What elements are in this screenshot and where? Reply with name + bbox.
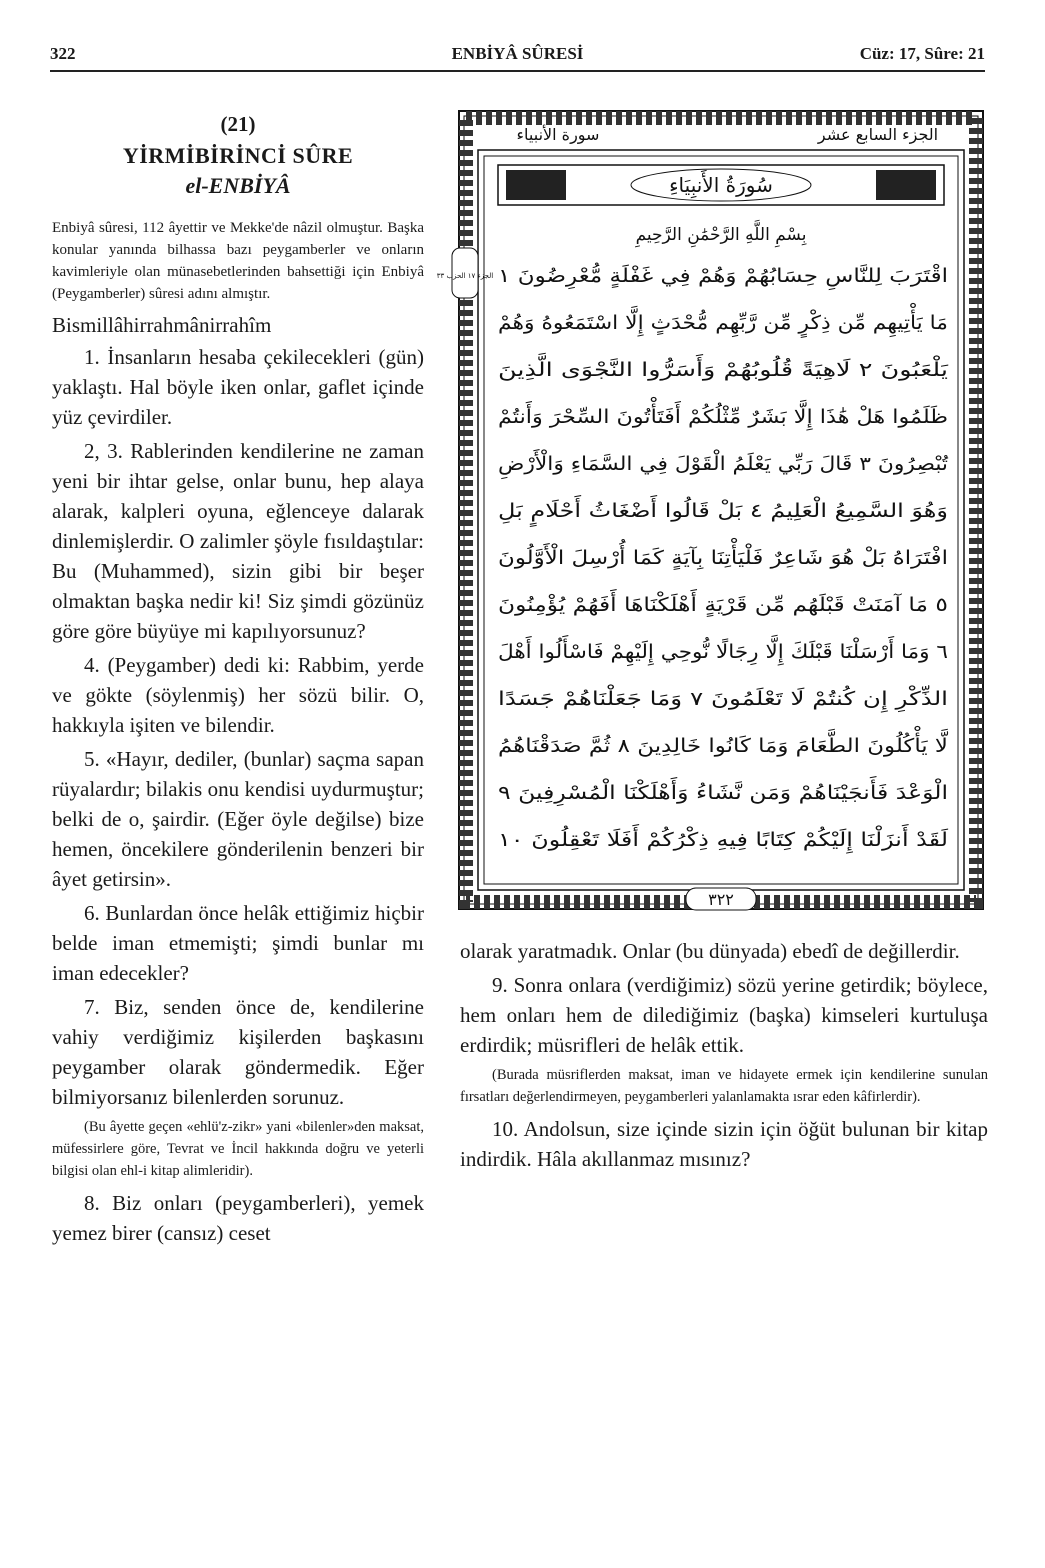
verse-8-end: olarak yaratmadık. Onlar (bu dünyada) ebedî de değillerdir. — [460, 939, 960, 963]
quran-line: تُبْصِرُونَ ٣ قَالَ رَبِّي يَعْلَمُ الْقَوْلَ فِي السَّمَاءِ وَالْأَرْضِ — [498, 453, 939, 475]
quran-line: الْوَعْدَ فَأَنجَيْنَاهُمْ وَمَن نَّشَاءُ وَأَهْلَكْنَا الْمُسْرِفِينَ ٩ — [498, 782, 864, 804]
verse-10: 10. Andolsun, size içinde sizin için öğüt bulunan bir kitap indirdik. Hâla akıllanmaz mısınız? — [460, 1117, 988, 1171]
note-verse-9: (Burada müsriflerden maksat, iman ve hidayete ermek için kendilerine sunulan fırsatları değerlendirmeyen, peygamberleri yalanlamakta ısrar eden kâfirlerdir). — [460, 1067, 988, 1105]
left-column — [52, 112, 424, 1248]
quran-line: مَا يَأْتِيهِم مِّن ذِكْرٍ مِّن رَّبِّهِم مُّحْدَثٍ إِلَّا اسْتَمَعُوهُ وَهُمْ — [498, 312, 891, 334]
quran-page-number: ٣٢٢ — [708, 890, 734, 909]
quran-margin-note: الجزء ١٧ الحزب ٣٣ — [436, 272, 494, 280]
quran-line: اقْتَرَبَ لِلنَّاسِ حِسَابُهُمْ وَهُمْ فِي غَفْلَةٍ مُّعْرِضُونَ ١ — [498, 265, 872, 287]
right-column — [460, 932, 988, 1174]
quran-line: لَّا يَأْكُلُونَ الطَّعَامَ وَمَا كَانُوا خَالِدِينَ ٨ ثُمَّ صَدَقْنَاهُمُ — [498, 735, 895, 757]
quran-line: ٦ وَمَا أَرْسَلْنَا قَبْلَكَ إِلَّا رِجَالًا نُّوحِي إِلَيْهِمْ فَاسْأَلُوا أَهْلَ — [498, 641, 947, 663]
quran-line: افْتَرَاهُ بَلْ هُوَ شَاعِرٌ فَلْيَأْتِنَا بِآيَةٍ كَمَا أُرْسِلَ الْأَوَّلُونَ — [498, 547, 871, 569]
cuz-sure-label: Cüz: 17, Sûre: 21 — [859, 44, 985, 63]
sura-number: (21) — [220, 112, 256, 136]
quran-line: لَقَدْ أَنزَلْنَا إِلَيْكُمْ كِتَابًا فِيهِ ذِكْرُكُمْ أَفَلَا تَعْقِلُونَ ١٠ — [498, 829, 862, 851]
quran-line: ظَلَمُوا هَلْ هَٰذَا إِلَّا بَشَرٌ مِّثْلُكُمْ أَفَتَأْتُونَ السِّحْرَ وَأَنتُمْ — [498, 406, 882, 428]
verse-5: 5. «Hayır, dediler, (bunlar) saçma sapan rüyalardır; bilakis onu kendisi uydurmuştur; belki de o, şairdir. (Eğer öyle değilse) bize hemen, öncekilere gönderilenin benzeri bir âyet getirsin». — [52, 747, 424, 891]
quran-line: وَهُوَ السَّمِيعُ الْعَلِيمُ ٤ بَلْ قَالُوا أَضْغَاثُ أَحْلَامٍ بَلِ — [498, 500, 910, 522]
quran-sura-label: سورة الأنبياء — [516, 125, 600, 144]
quran-line: يَلْعَبُونَ ٢ لَاهِيَةً قُلُوبُهُمْ وَأَسَرُّوا النَّجْوَى الَّذِينَ — [497, 359, 929, 381]
page-header — [50, 42, 985, 72]
basmala: Bismillâhirrahmânirrahîm — [52, 313, 272, 337]
quran-sura-title: سُورَةُ الأَنبِيَاءِ — [669, 173, 773, 197]
verse-6: 6. Bunlardan önce helâk ettiğimiz hiçbir belde iman etmemişti; şimdi bunlar mı iman edecekler? — [52, 901, 424, 985]
verse-8-start: 8. Biz onları (peygamberleri), yemek yemez birer (cansız) ceset — [52, 1191, 424, 1245]
quran-line: ٥ مَا آمَنَتْ قَبْلَهُم مِّن قَرْيَةٍ أَهْلَكْنَاهَا أَفَهُمْ يُؤْمِنُونَ — [497, 594, 946, 616]
quran-juz-label: الجزء السابع عشر — [817, 125, 939, 144]
quran-basmala: بِسْمِ اللَّهِ الرَّحْمَٰنِ الرَّحِيمِ — [635, 225, 807, 245]
note-verse-7: (Bu âyette geçen «ehlü'z-zikr» yani «bilenler»den maksat, müfessirlere göre, Tevrat ve İncil hakkında doğru ve yeterli bilgisi olan ehl-i kitap alimleridir). — [52, 1119, 424, 1179]
verse-2-3: 2, 3. Rablerinden kendilerine ne zaman yeni bir ihtar gelse, onlar bunu, hep alaya alarak, kalpleri oyuna, eğlenceye dalarak dinlemişlerdir. O zalimler şöyle fısıldaştılar: Bu (Muhammed), sizin gibi bir beşer olmaktan başka nedir ki! Siz şimdi gözünüz göre göre büyüye mi kapılıyorsunuz? — [52, 439, 424, 643]
sura-ordinal: YİRMİBİRİNCİ SÛRE — [122, 143, 354, 168]
verse-7: 7. Biz, senden önce de, kendilerine vahiy verdiğimiz kişilerden başkasını peygamber olarak göndermedik. Eğer bilmiyorsanız bilenlerden sorunuz. — [52, 995, 424, 1109]
verse-4: 4. (Peygamber) dedi ki: Rabbim, yerde ve gökte (söylenmiş) her sözü bilir. O, hakkıyla işiten ve bilendir. — [52, 653, 424, 737]
quran-page-panel — [436, 110, 984, 910]
verse-9: 9. Sonra onlara (verdiğimiz) sözü yerine getirdik; böylece, hem onları hem de dilediğimiz (başka) kimseleri kurtuluşa erdirdik; müsrifleri de helâk ettik. — [460, 973, 988, 1057]
sura-intro: Enbiyâ sûresi, 112 âyettir ve Mekke'de nâzil olmuştur. Başka konular yanında bilhassa bazı peygamberler ve onların kavimleriyle olan münasebetlerinden bahsettiği için Enbiyâ (Peygamberler) sûresi adını almıştır. — [52, 220, 424, 302]
quran-line: الذِّكْرِ إِن كُنتُمْ لَا تَعْلَمُونَ ٧ وَمَا جَعَلْنَاهُمْ جَسَدًا — [498, 688, 893, 710]
page-title: ENBİYÂ SÛRESİ — [451, 44, 584, 63]
sura-name: el-ENBİYÂ — [185, 173, 291, 198]
page-number: 322 — [50, 44, 76, 63]
verse-1: 1. İnsanların hesaba çekilecekleri (gün) yaklaştı. Hal böyle iken onlar, gaflet içinde yüz çevirdiler. — [52, 345, 424, 429]
